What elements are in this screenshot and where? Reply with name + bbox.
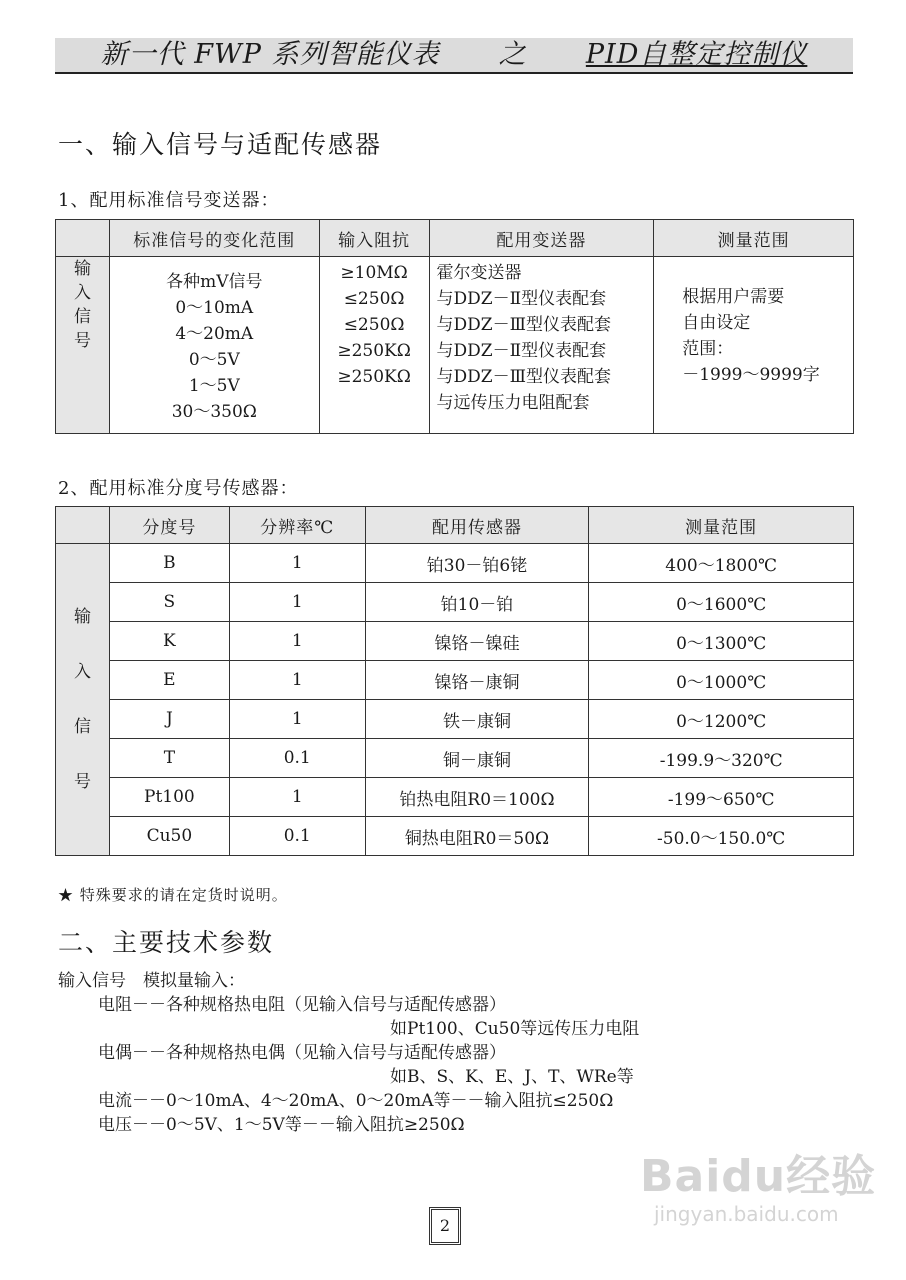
cell-range: -50.0～150.0℃ xyxy=(589,817,854,856)
cell-sensor: 铜－康铜 xyxy=(365,739,589,778)
param-line: 电阻－－各种规格热电阻（见输入信号与适配传感器） xyxy=(98,995,506,1015)
table-row xyxy=(56,700,854,739)
page-header xyxy=(55,38,853,74)
table1-header-signal: 标准信号的变化范围 xyxy=(109,220,319,257)
transmitter-list: 霍尔变送器 与DDZ－Ⅱ型仪表配套 与DDZ－Ⅲ型仪表配套 与DDZ－Ⅱ型仪表配套 与DDZ－Ⅲ型仪表配套 与远传压力电阻配套 xyxy=(429,257,654,434)
impedance-list: ≥10MΩ ≤250Ω ≤250Ω ≥250KΩ ≥250KΩ xyxy=(319,257,429,434)
table-row xyxy=(56,544,854,583)
cell-sensor: 铂10－铂 xyxy=(365,583,589,622)
range-text: 根据用户需要 自由设定 范围： －1999～9999字 xyxy=(654,257,854,434)
cell-sensor: 镍铬－康铜 xyxy=(365,661,589,700)
table-row xyxy=(56,778,854,817)
row-label-input-signal: 输 入 信 号 xyxy=(56,544,110,856)
cell-resolution: 0.1 xyxy=(229,817,365,856)
cell-range: -199～650℃ xyxy=(589,778,854,817)
cell-range: 400～1800℃ xyxy=(589,544,854,583)
cell-range: 0～1300℃ xyxy=(589,622,854,661)
section1-sub1: 1、配用标准信号变送器： xyxy=(58,190,280,211)
cell-resolution: 1 xyxy=(229,544,365,583)
table-header-row xyxy=(56,220,854,257)
cell-code: T xyxy=(109,739,229,778)
header-series: 新一代 FWP 系列智能仪表 xyxy=(100,39,440,70)
page-number: 2 xyxy=(429,1207,461,1245)
cell-resolution: 0.1 xyxy=(229,739,365,778)
cell-resolution: 1 xyxy=(229,583,365,622)
signal-list: 各种mV信号 0～10mA 4～20mA 0～5V 1～5V 30～350Ω xyxy=(109,257,319,434)
table-row xyxy=(56,257,854,434)
cell-code: S xyxy=(109,583,229,622)
cell-resolution: 1 xyxy=(229,622,365,661)
cell-range: 0～1200℃ xyxy=(589,700,854,739)
cell-resolution: 1 xyxy=(229,700,365,739)
cell-range: 0～1000℃ xyxy=(589,661,854,700)
cell-sensor: 铁－康铜 xyxy=(365,700,589,739)
header-connector: 之 xyxy=(498,39,527,70)
cell-code: B xyxy=(109,544,229,583)
table1-header-blank xyxy=(56,220,110,257)
table2-header-code: 分度号 xyxy=(109,507,229,544)
section2-title: 二、主要技术参数 xyxy=(58,928,275,957)
cell-code: Pt100 xyxy=(109,778,229,817)
table1-header-impedance: 输入阻抗 xyxy=(319,220,429,257)
table1-header-transmitter: 配用变送器 xyxy=(429,220,654,257)
param-line: 如B、S、K、E、J、T、WRe等 xyxy=(390,1067,634,1087)
table1-header-range: 测量范围 xyxy=(654,220,854,257)
cell-code: K xyxy=(109,622,229,661)
table-row xyxy=(56,661,854,700)
table2-header-sensor: 配用传感器 xyxy=(365,507,589,544)
cell-code: J xyxy=(109,700,229,739)
cell-sensor: 铂热电阻R0＝100Ω xyxy=(365,778,589,817)
cell-range: 0～1600℃ xyxy=(589,583,854,622)
param-line: 电压－－0～5V、1～5V等－－输入阻抗≥250Ω xyxy=(98,1115,465,1135)
cell-code: E xyxy=(109,661,229,700)
param-line: 输入信号 模拟量输入： xyxy=(58,971,245,991)
cell-resolution: 1 xyxy=(229,778,365,817)
section1-title: 一、输入信号与适配传感器 xyxy=(58,130,383,159)
table2-header-range: 测量范围 xyxy=(589,507,854,544)
cell-sensor: 镍铬－镍硅 xyxy=(365,622,589,661)
table-row xyxy=(56,739,854,778)
table-row xyxy=(56,583,854,622)
row-label-input-signal: 输 入 信 号 xyxy=(56,257,110,434)
param-line: 电偶－－各种规格热电偶（见输入信号与适配传感器） xyxy=(98,1043,506,1063)
table-row xyxy=(56,817,854,856)
standard-signal-table xyxy=(55,219,854,434)
param-line: 如Pt100、Cu50等远传压力电阻 xyxy=(390,1019,640,1039)
cell-code: Cu50 xyxy=(109,817,229,856)
baidu-watermark xyxy=(640,1140,880,1250)
cell-sensor: 铜热电阻R0＝50Ω xyxy=(365,817,589,856)
thermocouple-table xyxy=(55,506,854,856)
table-row xyxy=(56,622,854,661)
cell-range: -199.9～320℃ xyxy=(589,739,854,778)
tech-params xyxy=(58,969,639,1137)
watermark-url: jingyan.baidu.com xyxy=(654,1202,839,1226)
header-product: PID自整定控制仪 xyxy=(585,39,808,70)
cell-sensor: 铂30－铂6铑 xyxy=(365,544,589,583)
special-note: ★ 特殊要求的请在定货时说明。 xyxy=(58,886,288,904)
param-line: 电流－－0～10mA、4～20mA、0～20mA等－－输入阻抗≤250Ω xyxy=(98,1091,614,1111)
section1-sub2: 2、配用标准分度号传感器： xyxy=(58,478,299,499)
cell-resolution: 1 xyxy=(229,661,365,700)
table-header-row xyxy=(56,507,854,544)
table2-header-blank xyxy=(56,507,110,544)
table2-header-resolution: 分辨率℃ xyxy=(229,507,365,544)
watermark-logo: Baidu经验 xyxy=(640,1151,877,1202)
